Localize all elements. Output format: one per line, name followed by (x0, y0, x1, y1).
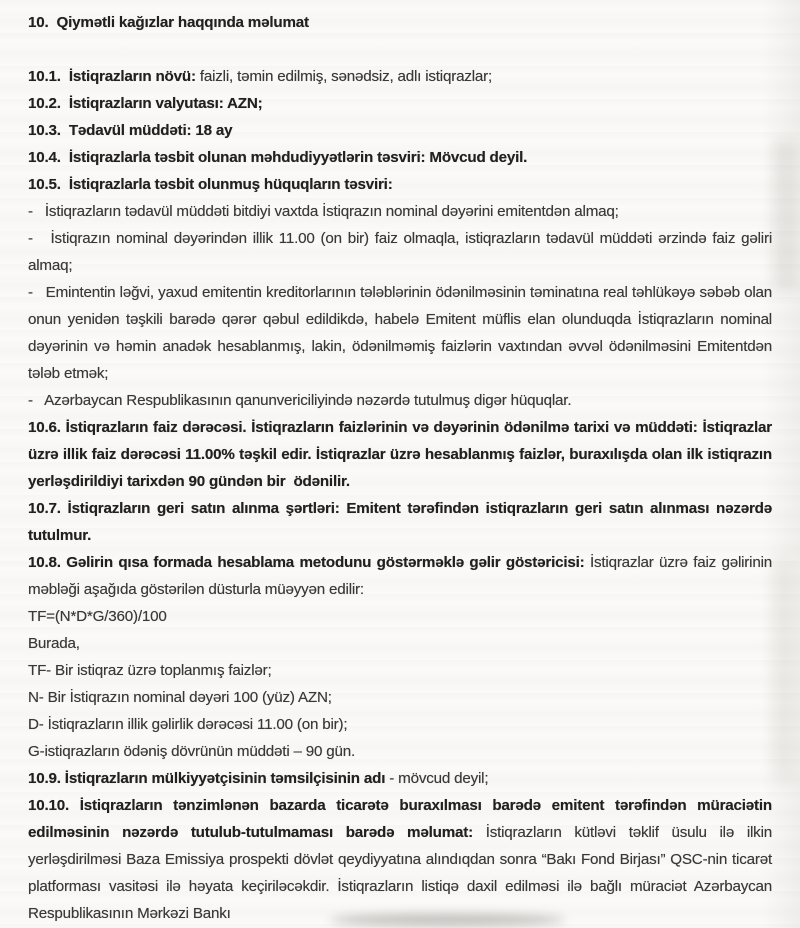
text-segment: İstiqrazlar üzrə faiz gəlirinin məbləği aşağıda göstərilən düsturla müəyyən edilir: (28, 554, 773, 598)
document-body (28, 9, 772, 927)
text-segment: faizli, təmin edilmiş, sənədsiz, adlı istiqrazlar; (195, 68, 493, 85)
item-10-6 (28, 414, 772, 495)
text-segment: 10.2. İstiqrazların valyutası: AZN; (28, 95, 263, 112)
section-10-heading (28, 9, 772, 36)
item-10-1 (28, 63, 772, 90)
text-segment: - mövcud deyil; (385, 770, 489, 787)
bullet-10-5-1 (28, 198, 772, 225)
text-segment: - İstiqrazın nominal dəyərindən illik 11.00 (on bir) faiz olmaqla, istiqrazların tədavül müddəti ərzində faiz gəliri almaq; (28, 230, 772, 274)
item-10-8 (28, 549, 772, 603)
bullet-10-5-3 (28, 279, 772, 387)
text-segment: - Azərbaycan Respublikasının qanunvericiliyində nəzərdə tutulmuş digər hüquqlar. (28, 392, 572, 409)
text-segment: İstiqrazların kütləvi təklif üsulu ilə ilkin yerləşdirilməsi Baza Emissiya prospekti dövlət qeydiyyatına alındıqdan sonra “Bakı Fond Birjası” QSC-nin ticarət platforması vasitəsi ilə həyata keçiriləcəkdir. İstiqrazların listiqə daxil edilməsi ilə bağlı müraciət Azərbaycan Respublikasının Mərkəzi Bankı (28, 824, 772, 922)
text-segment: Burada, (28, 635, 80, 652)
item-10-9 (28, 765, 772, 792)
text-segment: TF=(N*D*G/360)/100 (28, 608, 167, 625)
text-segment: 10.9. İstiqrazların mülkiyyətçisinin təmsilçisinin adı (28, 770, 386, 787)
item-10-2 (28, 90, 772, 117)
definition-n (28, 684, 772, 711)
bullet-10-5-2 (28, 225, 772, 279)
formula-tf (28, 603, 772, 630)
item-10-3 (28, 117, 772, 144)
text-segment: 10.7. İstiqrazların geri satın alınma şərtləri: Emitent tərəfindən istiqrazların geri satın alınması nəzərdə tutulmur. (28, 500, 772, 544)
text-segment: D- İstiqrazların illik gəlirlik dərəcəsi 11.00 (on bir); (28, 716, 348, 733)
formula-intro (28, 630, 772, 657)
text-segment: 10. Qiymətli kağızlar haqqında məlumat (28, 14, 309, 31)
item-10-7 (28, 495, 772, 549)
text-segment: - İstiqrazların tədavül müddəti bitdiyi vaxtda İstiqrazın nominal dəyərini emitentdən almaq; (28, 203, 619, 220)
item-10-5 (28, 171, 772, 198)
definition-tf (28, 657, 772, 684)
text-segment: G-istiqrazların ödəniş dövrünün müddəti – 90 gün. (28, 743, 356, 760)
text-segment: 10.1. İstiqrazların növü: (28, 68, 196, 85)
text-segment: 10.10. İstiqrazların tənzimlənən bazarda ticarətə buraxılması barədə emitent tərəfindən müraciətin edilməsinin nəzərdə tutulub-tutulmaması barədə məlumat: (28, 797, 772, 841)
text-segment: - Emintentin ləğvi, yaxud emitentin kreditorlarının tələblərinin ödənilməsinin təminatına real təhlükəyə səbəb olan onun yenidən təşkili barədə qərər qəbul edildikdə, habelə Emitent müflis elan olunduqda İstiqrazların nominal dəyərinin və həmin anadək hesablanmış, lakin, ödənilməmiş faizlərin vaxtından əvvəl ödənilməsini Emitentdən tələb etmək; (28, 284, 772, 382)
item-10-10 (28, 792, 772, 927)
text-segment: 10.8. Gəlirin qısa formada hesablama metodunu göstərməklə gəlir göstəricisi: (28, 554, 585, 571)
definition-g (28, 738, 772, 765)
text-segment: 10.6. İstiqrazların faiz dərəcəsi. İstiqrazların faizlərinin və dəyərinin ödənilmə tarixi və müddəti: İstiqrazlar üzrə illik faiz dərəcəsi 11.00% təşkil edir. İstiqrazlar üzrə hesablanmış faizlər, buraxılışda olan ilk istiqrazın yerləşdirildiyi tarixdən 90 gündən bir ödənilir. (28, 419, 772, 490)
text-segment: TF- Bir istiqraz üzrə toplanmış faizlər; (28, 662, 272, 679)
item-10-4 (28, 144, 772, 171)
text-segment: N- Bir İstiqrazın nominal dəyəri 100 (yüz) AZN; (28, 689, 332, 706)
definition-d (28, 711, 772, 738)
bullet-10-5-4 (28, 387, 772, 414)
scan-artifact (774, 140, 796, 290)
scan-artifact (774, 560, 792, 780)
text-segment: 10.4. İstiqrazlarla təsbit olunan məhdudiyyətlərin təsviri: Mövcud deyil. (28, 149, 528, 166)
text-segment: 10.3. Tədavül müddəti: 18 ay (28, 122, 233, 139)
text-segment: 10.5. İstiqrazlarla təsbit olunmuş hüquqların təsviri: (28, 176, 393, 193)
